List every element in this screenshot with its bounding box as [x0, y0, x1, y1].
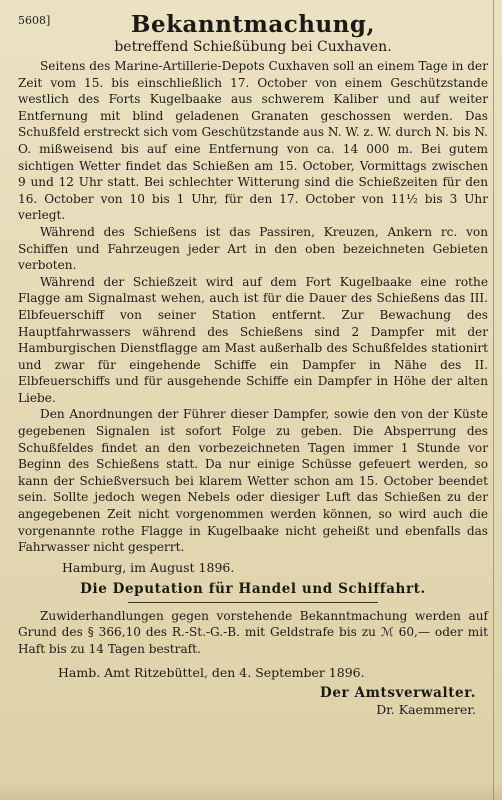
paragraph-prohibition: Während des Schießens ist das Passiren, Kreuzen, Ankern rc. von Schiffen und Fahrzeugen jeder Art in den oben bezeichneten Gebieten verboten.	[18, 224, 488, 273]
notice-title: Bekanntmachung,	[131, 11, 375, 38]
signature-name: Dr. Kaemmerer.	[376, 701, 476, 717]
paragraph-signals: Während der Schießzeit wird auf dem Fort Kugelbaake eine rothe Flagge am Signalmast wehen, auch ist für die Dauer des Schießens das III. Elbfeuerschiff von seiner Station entfernt. Zur Bewachung des Hauptfahrwassers während des Schießens sind 2 Dampfer mit der Hamburgischen Dienstflagge am Mast außerhalb des Schußfeldes stationirt und zwar für eingehende Schiffe ein Dampfer in Nähe des II. Elbfeuerschiffs und für ausgehende Schiffe ein Dampfer in Höhe der alten Liebe.	[18, 274, 488, 405]
paragraph-penalty: Zuwiderhandlungen gegen vorstehende Bekanntmachung werden auf Grund des § 366,10 des R.-St.-G.-B. mit Geldstrafe bis zu ℳ 60,— oder mit Haft bis zu 14 Tagen bestraft.	[18, 608, 488, 656]
divider	[128, 602, 378, 603]
notice-subtitle: betreffend Schießübung bei Cuxhaven.	[114, 39, 392, 55]
place-date: Hamburg, im August 1896.	[62, 559, 235, 575]
column-rule	[493, 0, 494, 800]
signature-title: Der Amtsverwalter.	[320, 684, 476, 701]
paragraph-schedule: Seitens des Marine-Artillerie-Depots Cuxhaven soll an einem Tage in der Zeit vom 15. bis einschließlich 17. October von einem Geschützstande westlich des Forts Kugelbaake aus schwerem Kaliber und auf weiter Entfernung mit blind geladenen Granaten geschossen werden. Das Schußfeld erstreckt sich vom Geschützstande aus N. W. z. W. durch N. bis N. O. mißweisend bis auf eine Entfernung von ca. 14 000 m. Bei gutem sichtigen Wetter findet das Schießen am 15. October, Vormittags zwischen 9 und 12 Uhr statt. Bei schlechter Witterung sind die Schießzeiten für den 16. October von 10 bis 1 Uhr, für den 17. October von 11½ bis 3 Uhr verlegt.	[18, 59, 489, 223]
paper-shadow	[0, 782, 502, 800]
deputation-signature: Die Deputation für Handel und Schiffahrt.	[80, 580, 426, 597]
issue-number: 5608]	[18, 14, 51, 27]
paragraph-instructions: Den Anordnungen der Führer dieser Dampfer, sowie den von der Küste gegebenen Signalen ist sofort Folge zu geben. Die Absperrung des Schußfeldes findet an den vorbezeichneten Tagen immer 1 Stunde vor Beginn des Schießens statt. Da nur einige Schüsse gefeuert werden, so kann der Schießversuch bei klarem Wetter schon am 15. October beendet sein. Sollte jedoch wegen Nebels oder diesiger Luft das Schießen zu der angegebenen Zeit nicht vorgenommen werden können, so wird auch die vorgenannte rothe Flagge in Kugelbaake nicht geheißt und ebenfalls das Fahrwasser nicht gesperrt.	[18, 407, 488, 555]
amt-date: Hamb. Amt Ritzebüttel, den 4. September 1896.	[58, 664, 365, 680]
